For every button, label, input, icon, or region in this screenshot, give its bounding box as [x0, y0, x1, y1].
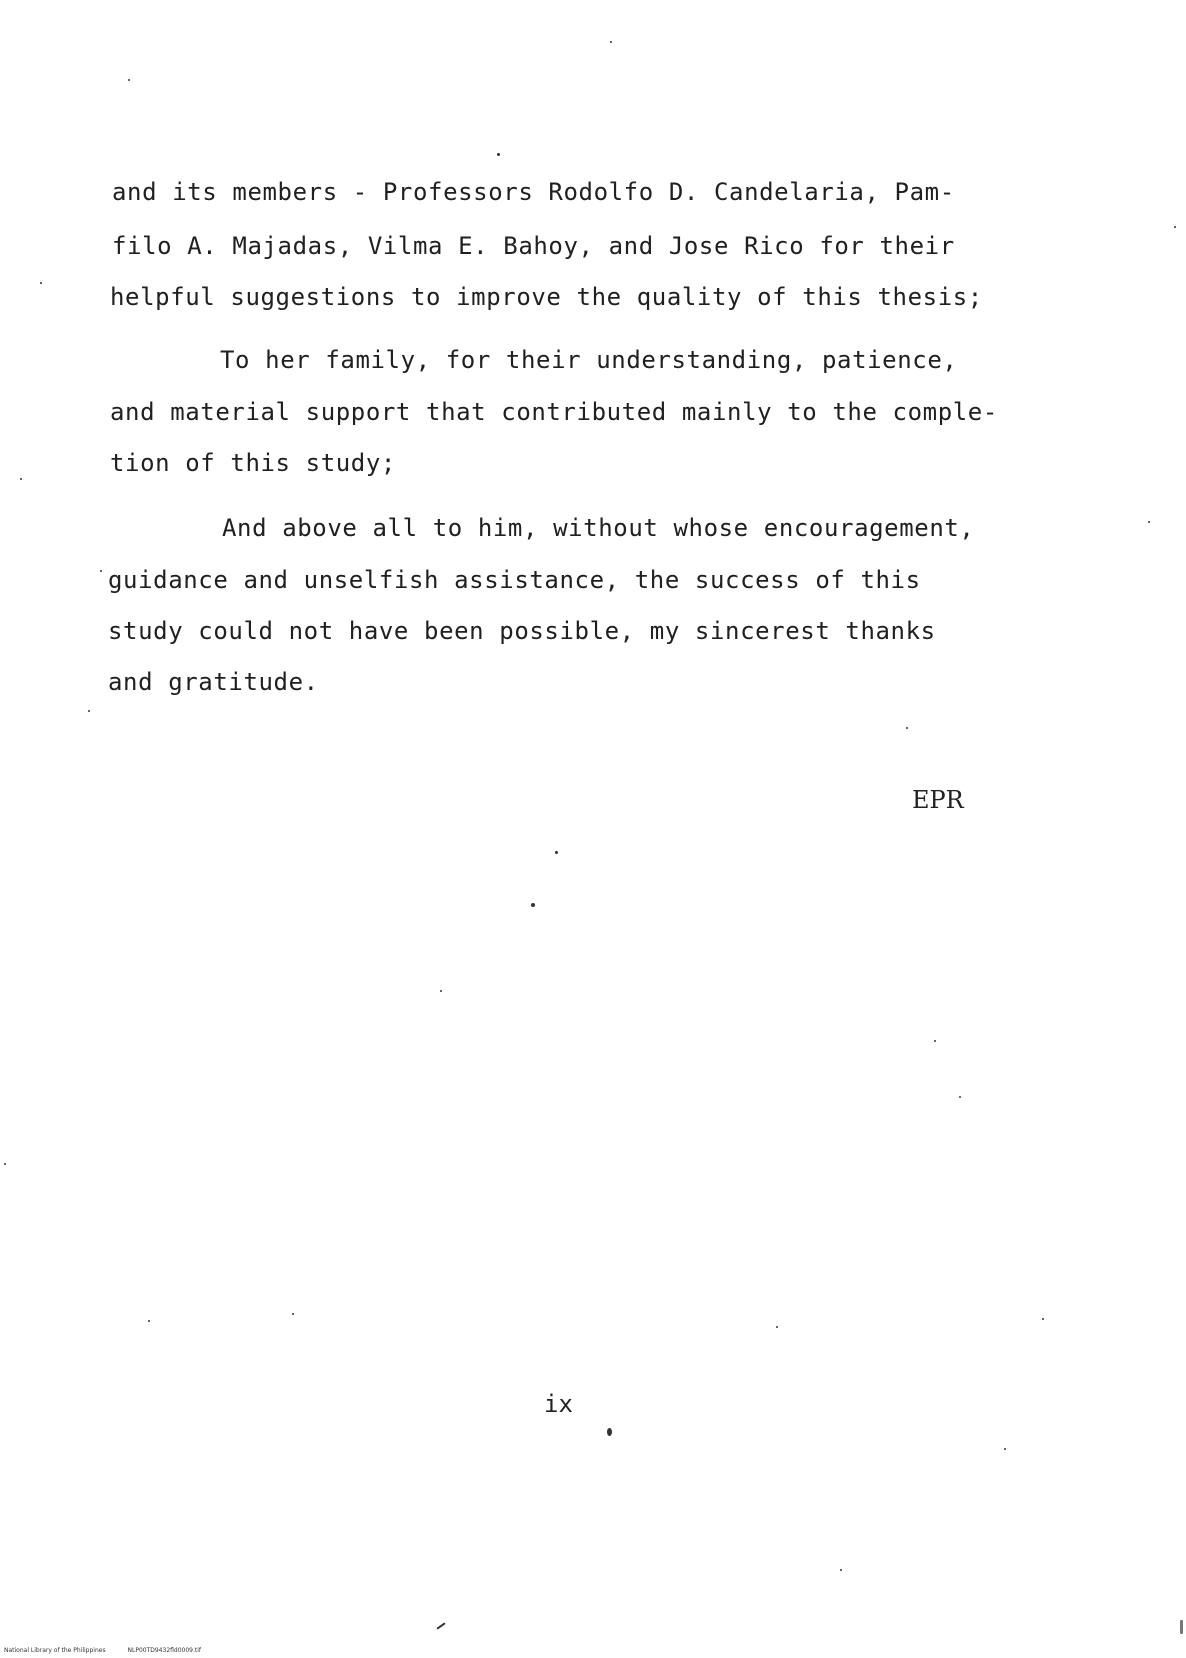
text-line: and material support that contributed mainly to the comple-	[110, 398, 998, 426]
scan-speck	[531, 903, 535, 907]
text-line: guidance and unselfish assistance, the success of this	[108, 566, 921, 594]
scan-speck	[100, 570, 102, 572]
scan-speck	[959, 1096, 961, 1098]
scan-speck	[1148, 521, 1150, 523]
scan-footer	[4, 1647, 221, 1654]
text-line: and gratitude.	[108, 668, 319, 696]
scan-speck	[555, 851, 558, 854]
scan-speck	[4, 1163, 6, 1165]
scan-speck	[1042, 1318, 1044, 1320]
scan-speck	[20, 478, 22, 480]
text-line: helpful suggestions to improve the quality of this thesis;	[110, 283, 983, 311]
scan-speck	[906, 727, 908, 729]
text-line: And above all to him, without whose encouragement,	[222, 514, 975, 542]
footer-library: National Library of the Philippines	[4, 1647, 106, 1654]
footer-file-id: NLP00TD9432fld0009.tif	[127, 1647, 202, 1654]
scan-speck	[436, 1622, 445, 1629]
scan-speck	[610, 41, 612, 43]
scan-speck	[1174, 226, 1176, 228]
scan-speck	[840, 1569, 842, 1571]
text-line: To her family, for their understanding, patience,	[220, 346, 958, 374]
scan-speck	[292, 1313, 294, 1315]
scan-speck	[440, 990, 442, 992]
text-line: and its members - Professors Rodolfo D. Candelaria, Pam-	[112, 178, 955, 206]
signoff-initials: EPR	[912, 786, 964, 814]
text-line: study could not have been possible, my sincerest thanks	[108, 617, 936, 645]
page-number: ix	[544, 1390, 573, 1418]
text-line: tion of this study;	[110, 449, 396, 477]
scan-speck	[776, 1326, 778, 1328]
scan-speck	[497, 153, 500, 156]
scan-speck	[1180, 1620, 1183, 1634]
scan-speck	[607, 1428, 612, 1436]
scan-speck	[128, 79, 130, 81]
scan-speck	[934, 1040, 936, 1042]
scan-speck	[1004, 1448, 1006, 1450]
text-line: filo A. Majadas, Vilma E. Bahoy, and Jose Rico for their	[112, 232, 955, 260]
scan-speck	[40, 282, 42, 284]
scan-speck	[148, 1320, 150, 1322]
scan-speck	[88, 710, 90, 712]
